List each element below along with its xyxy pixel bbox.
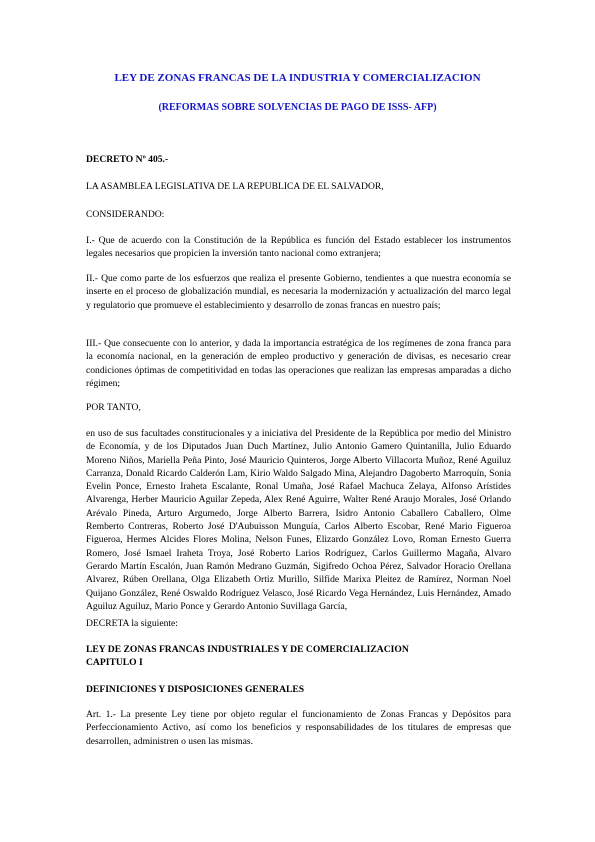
- considerando-2: II.- Que como parte de los esfuerzos que realiza el presente Gobierno, tendientes a que nuestra economía se inserte en el proceso de globalización mundial, es necesaria la modernización y actualización del marco legal y regulatorio que promueve el establecimiento y desarrollo de zonas francas en nuestro país;: [86, 273, 511, 311]
- facultades-paragraph: en uso de sus facultades constitucionales y a iniciativa del Presidente de la República por medio del Ministro de Economía, y de los Diputados Juan Duch Martínez, Julio Antonio Gamero Quintanilla, Julio Eduardo Moreno Niños, Mariella Peña Pinto, José Mauricio Quinteros, Jorge Alberto Villacorta Muñoz, René Aguiluz Carranza, Donald Ricardo Calderón Lam, Kirio Waldo Salgado Mina, Alejandro Dagoberto Marroquín, Sonia Evelin Ponce, Ernesto Iraheta Escalante, Ronal Umaña, José Rafael Machuca Zelaya, Alfonso Arístides Alvarenga, Herber Mauricio Aguilar Zepeda, Alex René Aguirre, Walter René Araujo Morales, José Orlando Arévalo Pineda, Arturo Argumedo, Jorge Alberto Barrera, Isidro Antonio Caballero Caballero, Olme Remberto Contreras, Roberto José D'Aubuisson Munguía, Carlos Alberto Escobar, René Mario Figueroa Figueroa, Hermes Alcides Flores Molina, Nelson Funes, Elizardo González Lovo, Roman Ernesto Guerra Romero, José Ismael Iraheta Troya, José Roberto Larios Rodríguez, Carlos Guillermo Magaña, Alvaro Gerardo Martín Escalón, Juan Ramón Medrano Guzmán, Sigifredo Ochoa Pérez, Salvador Horacio Orellana Alvarez, Rúben Orellana, Olga Elizabeth Ortiz Murillo, Silfide Marixa Pleitez de Ramírez, Norman Noel Quijano González, René Oswaldo Rodríguez Velasco, José Ricardo Vega Hernández, Luis Hernández, Amado Aguiluz Aguiluz, Mario Ponce y Gerardo Antonio Suvillaga García,: [86, 428, 511, 612]
- considerando-3: III.- Que consecuente con lo anterior, y dada la importancia estratégica de los regímenes de zona franca para la economía nacional, en la generación de empleo productivo y generación de divisas, es necesario crear condiciones óptimas de competitividad en todas las operaciones que realizan las empresas amparadas a dicho régimen;: [86, 338, 511, 389]
- definitions-heading: DEFINICIONES Y DISPOSICIONES GENERALES: [86, 684, 305, 695]
- considerando-heading: CONSIDERANDO:: [86, 209, 165, 220]
- assembly-heading: LA ASAMBLEA LEGISLATIVA DE LA REPUBLICA DE EL SALVADOR,: [86, 181, 384, 192]
- decreta-line: DECRETA la siguiente:: [86, 618, 178, 629]
- document-subtitle: (REFORMAS SOBRE SOLVENCIAS DE PAGO DE ISSS- AFP): [158, 102, 437, 113]
- decree-number: DECRETO Nº 405.-: [86, 154, 169, 165]
- document-title: LEY DE ZONAS FRANCAS DE LA INDUSTRIA Y COMERCIALIZACION: [114, 72, 481, 84]
- por-tanto-heading: POR TANTO,: [86, 402, 141, 413]
- chapter-heading: CAPITULO I: [86, 657, 143, 668]
- law-title: LEY DE ZONAS FRANCAS INDUSTRIALES Y DE COMERCIALIZACION: [86, 644, 409, 655]
- article-1: Art. 1.- La presente Ley tiene por objeto regular el funcionamiento de Zonas Francas y Depósitos para Perfeccionamiento Activo, así como los beneficios y responsabilidades de los titulares de empresas que desarrollen, administren o usen las mismas.: [86, 709, 511, 747]
- considerando-1: I.- Que de acuerdo con la Constitución de la República es función del Estado establecer los instrumentos legales necesarios que propicien la inversión tanto nacional como extranjera;: [86, 235, 511, 260]
